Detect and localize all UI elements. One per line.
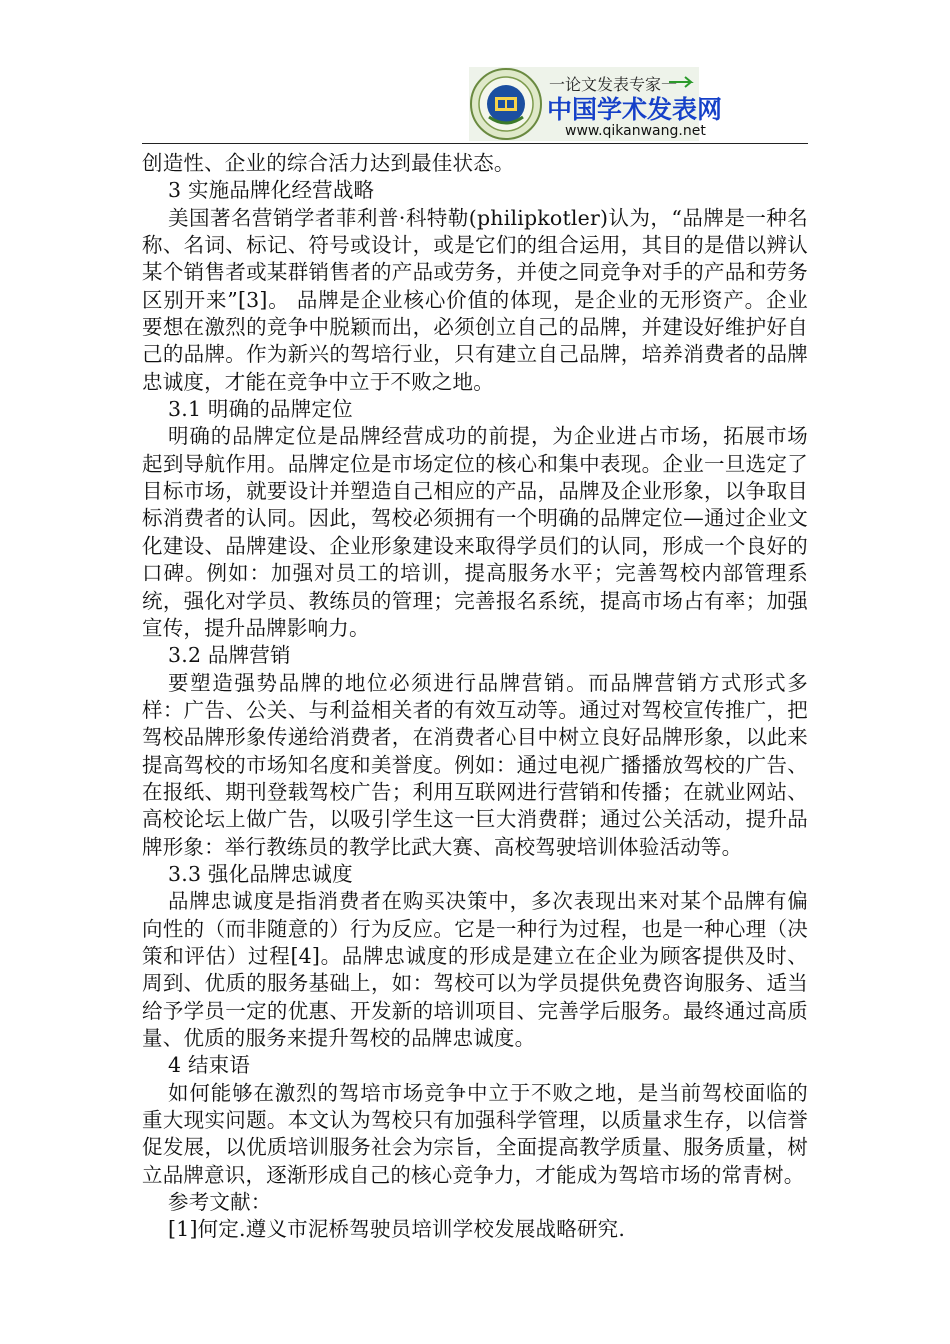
seal-icon [471,69,541,139]
section-heading-4: 4 结束语 [168,1053,251,1078]
logo-graphic [469,67,723,141]
section-heading-3-2: 3.2 品牌营销 [168,643,291,668]
article-body [142,150,808,1244]
references-heading: 参考文献： [168,1190,272,1215]
site-logo[interactable] [469,67,723,141]
paragraph-brand-loyalty: 品牌忠诚度是指消费者在购买决策中，多次表现出来对某个品牌有偏向性的（而非随意的）行为反应。它是一种行为过程，也是一种心理（决策和评估）过程[4]。品牌忠诚度的形成是建立在企业为顾客提供及时、周到、优质的服务基础上，如：驾校可以为学员提供免费咨询服务、适当给予学员一定的优惠、开发新的培训项目、完善学后服务。最终通过高质量、优质的服务来提升驾校的品牌忠诚度。 [142,889,808,1050]
section-heading-3-1: 3.1 明确的品牌定位 [168,397,353,422]
logo-url: www.qikanwang.net [565,123,706,139]
header-divider [142,143,808,144]
paragraph-brand-positioning: 明确的品牌定位是品牌经营成功的前提，为企业进占市场，拓展市场起到导航作用。品牌定位是市场定位的核心和集中表现。企业一旦选定了目标市场，就要设计并塑造自己相应的产品，品牌及企业形象，以争取目标消费者的认同。因此，驾校必须拥有一个明确的品牌定位—通过企业文化建设、品牌建设、企业形象建设来取得学员们的认同，形成一个良好的口碑。例如：加强对员工的培训，提高服务水平；完善驾校内部管理系统，强化对学员、教练员的管理；完善报名系统，提高市场占有率；加强宣传，提升品牌影响力。 [142,424,808,640]
logo-tagline: 一论文发表专家一 [549,75,678,94]
logo-title: 中国学术发表网 [547,95,723,124]
paragraph-conclusion: 如何能够在激烈的驾培市场竞争中立于不败之地，是当前驾校面临的重大现实问题。本文认为驾校只有加强科学管理，以质量求生存，以信誉促发展，以优质培训服务社会为宗旨，全面提高教学质量、服务质量，树立品牌意识，逐渐形成自己的核心竞争力，才能成为驾培市场的常青树。 [142,1080,808,1187]
section-heading-3-3: 3.3 强化品牌忠诚度 [168,861,353,886]
section-heading-3: 3 实施品牌化经营战略 [168,178,375,203]
reference-item: [1]何定.遵义市泥桥驾驶员培训学校发展战略研究. [168,1217,626,1242]
paragraph-brand-definition: 美国著名营销学者菲利普·科特勒(philipkotler)认为，“品牌是一种名称、名词、标记、符号或设计，或是它们的组合运用，其目的是借以辨认某个销售者或某群销售者的产品或劳务，并使之同竞争对手的产品和劳务区别开来”[3]。 品牌是企业核心价值的体现，是企业的无形资产。企业要想在激烈的竞争中脱颖而出，必须创立自己的品牌，并建设好维护好自己的品牌。作为新兴的驾培行业，只有建立自己品牌，培养消费者的品牌忠诚度，才能在竞争中立于不败之地。 [142,205,808,394]
paragraph-continuation: 创造性、企业的综合活力达到最佳状态。 [142,151,515,175]
paragraph-brand-marketing: 要塑造强势品牌的地位必须进行品牌营销。而品牌营销方式形式多样：广告、公关、与利益相关者的有效互动等。通过对驾校宣传推广，把驾校品牌形象传递给消费者，在消费者心目中树立良好品牌形象，以此来提高驾校的市场知名度和美誉度。例如：通过电视广播播放驾校的广告、在报纸、期刊登载驾校广告；利用互联网进行营销和传播；在就业网站、高校论坛上做广告，以吸引学生这一巨大消费群；通过公关活动，提升品牌形象：举行教练员的教学比武大赛、高校驾驶培训体验活动等。 [142,670,808,859]
